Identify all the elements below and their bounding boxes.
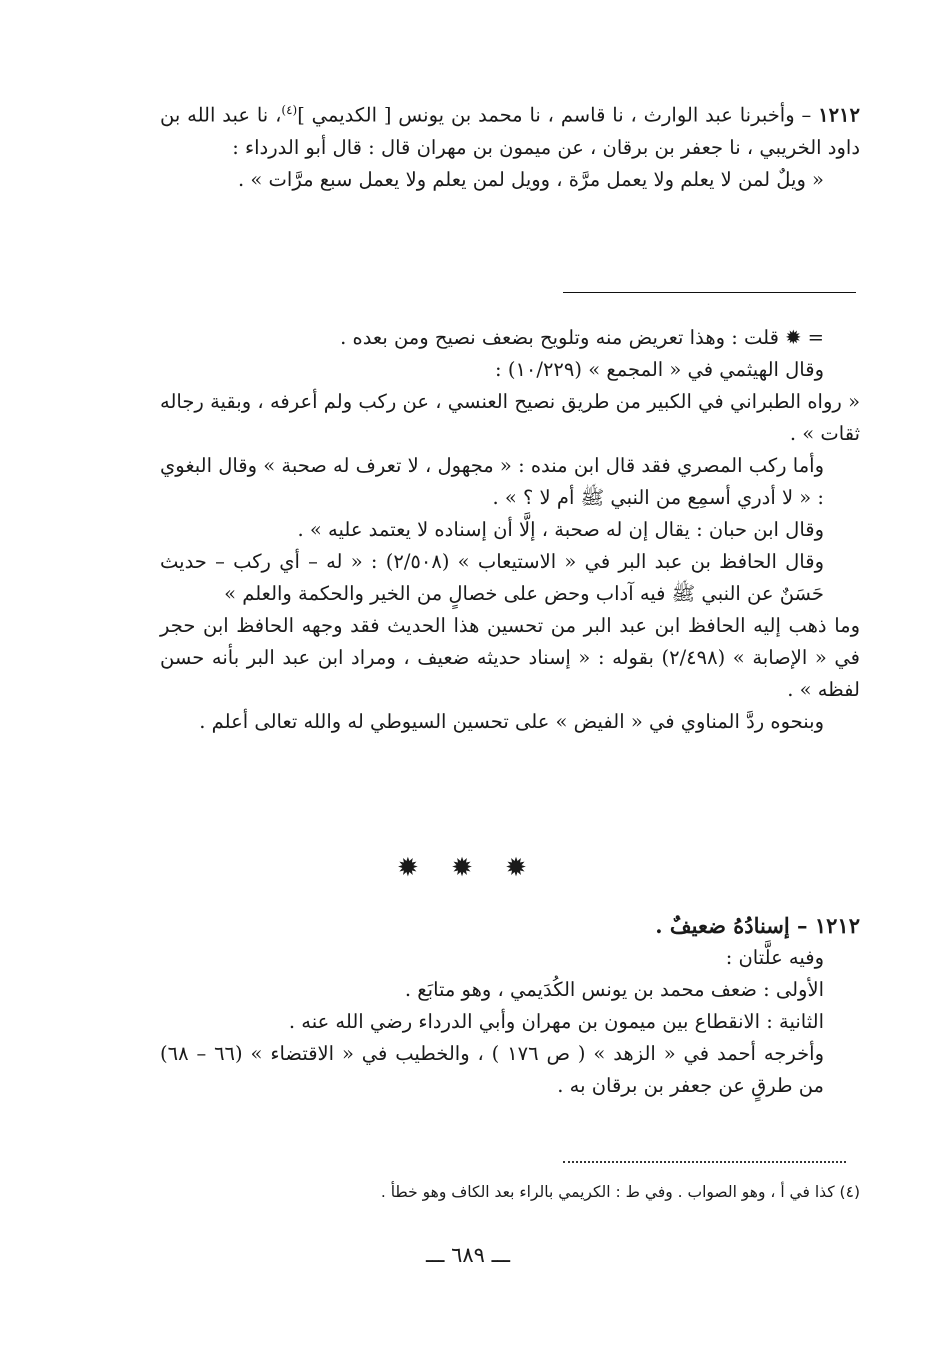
verdict-line: الأولى : ضعف محمد بن يونس الكُدَيمي ، وهو متابَع . <box>404 978 824 1001</box>
hadith-matn: « ويلٌ لمن لا يعلم ولا يعمل مرَّة ، وويل لمن يعلم ولا يعمل سبع مرَّات » . <box>238 167 824 191</box>
commentary-line: وقال الحافظ بن عبد البر في « الاستيعاب » (٢/٥٠٨) : « له – أي ركب – حديث حَسَنٌ عن النبي ﷺ فيه آداب وحض على خصالٍ من الخير والحكمة والعلم » <box>160 550 824 605</box>
verdict-heading: ١٢١٢ – إسنادُهُ ضعيفٌ . <box>655 913 860 938</box>
hadith-text <box>160 94 860 196</box>
verdict-block <box>160 910 860 1102</box>
commentary-line: وقال ابن حبان : يقال إن له صحبة ، إلَّا أن إسناده لا يعتمد عليه » . <box>297 518 824 541</box>
page-number: ـــ ٦٨٩ ـــ <box>425 1243 511 1267</box>
commentary-block <box>160 322 860 738</box>
verdict-line: وأخرجه أحمد في « الزهد » ( ص ١٧٦ ) ، والخطيب في « الاقتضاء » (٦٦ – ٦٨) من طرقٍ عن جعفر بن برقان به . <box>160 1042 824 1097</box>
commentary-line: وقال الهيثمي في « المجمع » (١٠/٢٢٩) : <box>495 358 824 381</box>
section-divider <box>563 292 856 293</box>
commentary-line: وما ذهب إليه الحافظ ابن عبد البر من تحسين هذا الحديث فقد وجهه الحافظ ابن حجر في « الإصابة » (٢/٤٩٨) بقوله : « إسناد حديثه ضعيف ، ومراد ابن عبد البر بأنه حسن لفظه » . <box>160 614 860 701</box>
footnote-divider <box>563 1161 846 1163</box>
footnote: (٤) كذا في أ ، وهو الصواب . وفي ط : الكريمي بالراء بعد الكاف وهو خطأ . <box>380 1183 860 1201</box>
commentary-line: وأما ركب المصري فقد قال ابن منده : « مجهول ، لا تعرف له صحبة » وقال البغوي : « لا أدري أسمِع من النبي ﷺ أم لا ؟ » . <box>160 454 824 509</box>
star-separator: ✹ ✹ ✹ <box>397 853 539 883</box>
hadith-number: ١٢١٢ <box>818 103 860 127</box>
verdict-line: الثانية : الانقطاع بين ميمون بن مهران وأبي الدرداء رضي الله عنه . <box>288 1010 824 1033</box>
isnad-text: – وأخبرنا عبد الوارث ، نا قاسم ، نا محمد بن يونس [ الكديمي ] <box>297 103 819 127</box>
commentary-line: = ✹ قلت : وهذا تعريض منه وتلويح بضعف نصيح ومن بعده . <box>340 326 824 349</box>
commentary-line: وبنحوه ردَّ المناوي في « الفيض » على تحسين السيوطي له والله تعالى أعلم . <box>199 710 824 733</box>
footnote-ref[interactable]: (٤) <box>281 103 298 117</box>
isnad-continuation: ، نا عبد الله بن داود الخريبي ، نا جعفر بن برقان ، عن ميمون بن مهران قال : قال أبو الدرداء : <box>160 103 860 159</box>
commentary-line: « رواه الطبراني في الكبير من طريق نصيح العنسي ، عن ركب ولم أعرفه ، وبقية رجاله ثقات » . <box>160 390 860 445</box>
verdict-line: وفيه علَّتان : <box>725 946 824 969</box>
